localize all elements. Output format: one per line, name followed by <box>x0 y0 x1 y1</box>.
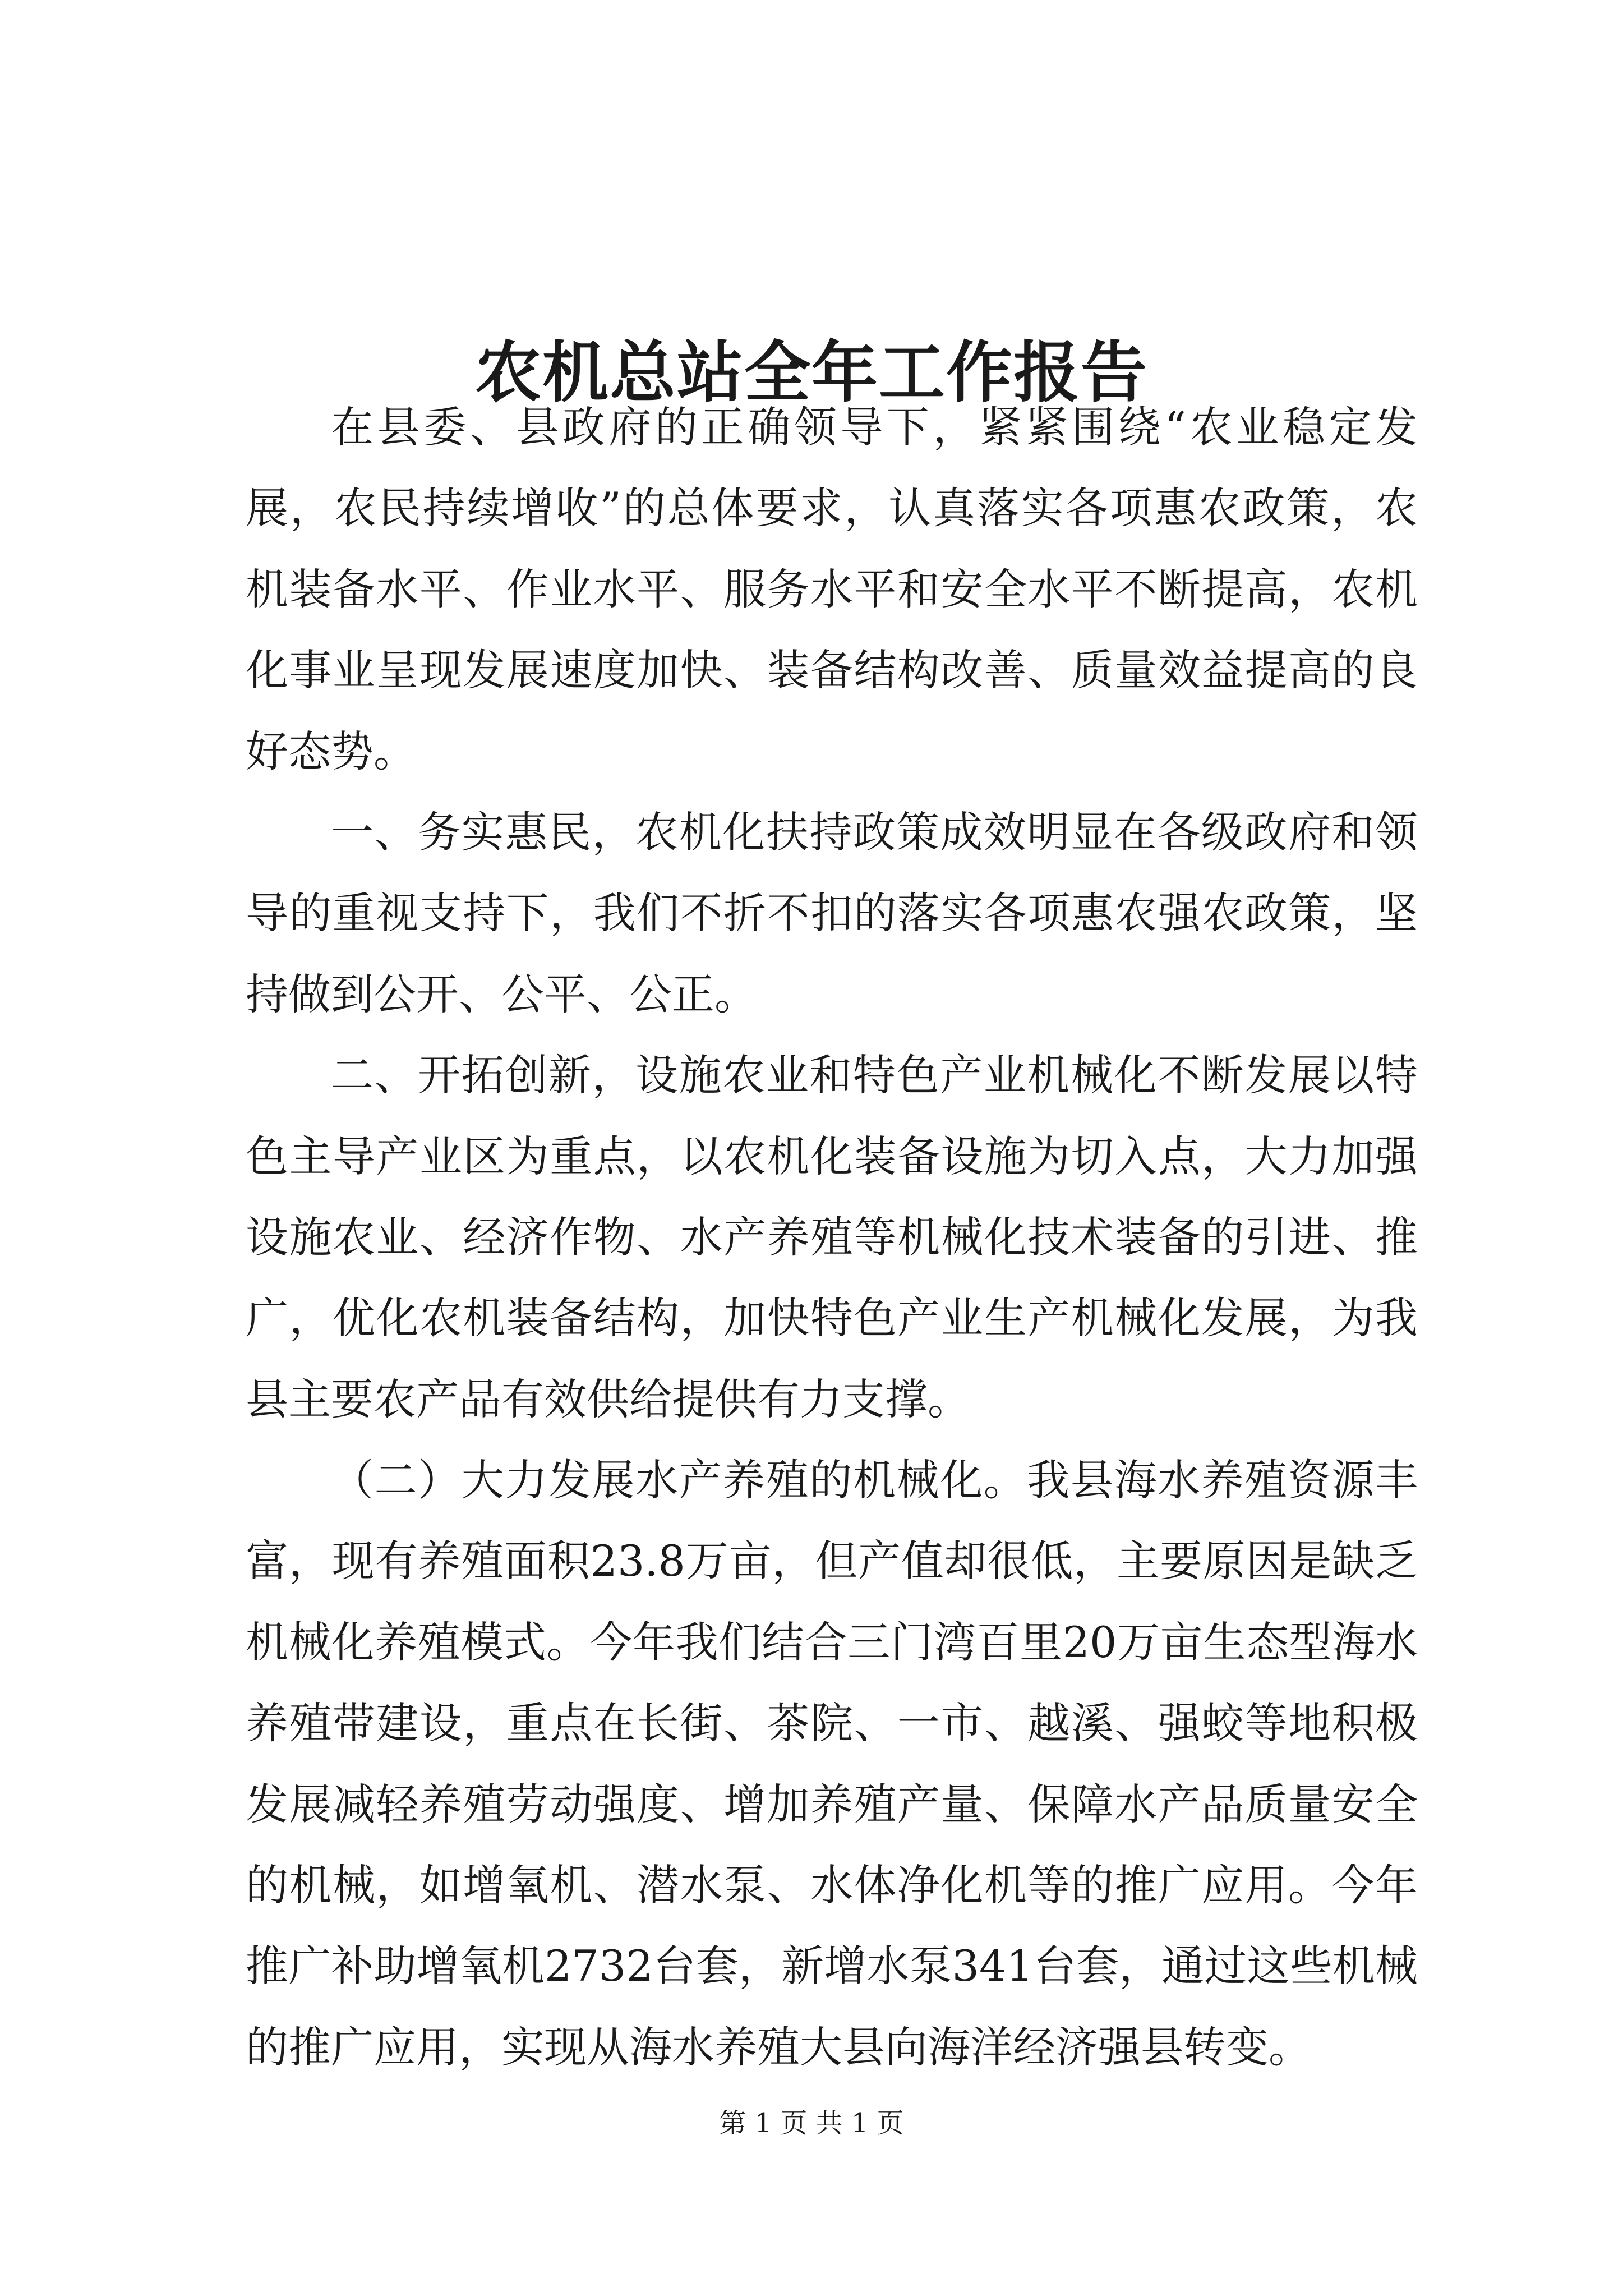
page-footer: 第 1 页 共 1 页 <box>719 2108 904 2139</box>
document-title: 农机总站全年工作报告 <box>474 333 1148 412</box>
paragraph-section-two: 二、开拓创新，设施农业和特色产业机械化不断发展以特色主导产业区为重点，以农机化装备设施为切入点，大力加强设施农业、经济作物、水产养殖等机械化技术装备的引进、推广，优化农机装备结构，加快特色产业生产机械化发展，为我县主要农产品有效供给提供有力支撑。 <box>246 1050 1418 1424</box>
paragraph-section-one: 一、务实惠民，农机化扶持政策成效明显在各级政府和领导的重视支持下，我们不折不扣的落实各项惠农强农政策，坚持做到公开、公平、公正。 <box>246 807 1418 1019</box>
document-body <box>246 387 1418 2088</box>
paragraph-intro: 在县委、县政府的正确领导下，紧紧围绕“农业稳定发展，农民持续增收”的总体要求，认真落实各项惠农政策，农机装备水平、作业水平、服务水平和安全水平不断提高，农机化事业呈现发展速度加快、装备结构改善、质量效益提高的良好态势。 <box>246 402 1418 776</box>
paragraph-aquaculture: （二）大力发展水产养殖的机械化。我县海水养殖资源丰富，现有养殖面积23.8万亩，但产值却很低，主要原因是缺乏机械化养殖模式。今年我们结合三门湾百里20万亩生态型海水养殖带建设，重点在长街、茶院、一市、越溪、强蛟等地积极发展减轻养殖劳动强度、增加养殖产量、保障水产品质量安全的机械，如增氧机、潜水泵、水体净化机等的推广应用。今年推广补助增氧机2732台套，新增水泵341台套，通过这些机械的推广应用，实现从海水养殖大县向海洋经济强县转变。 <box>246 1455 1418 2072</box>
